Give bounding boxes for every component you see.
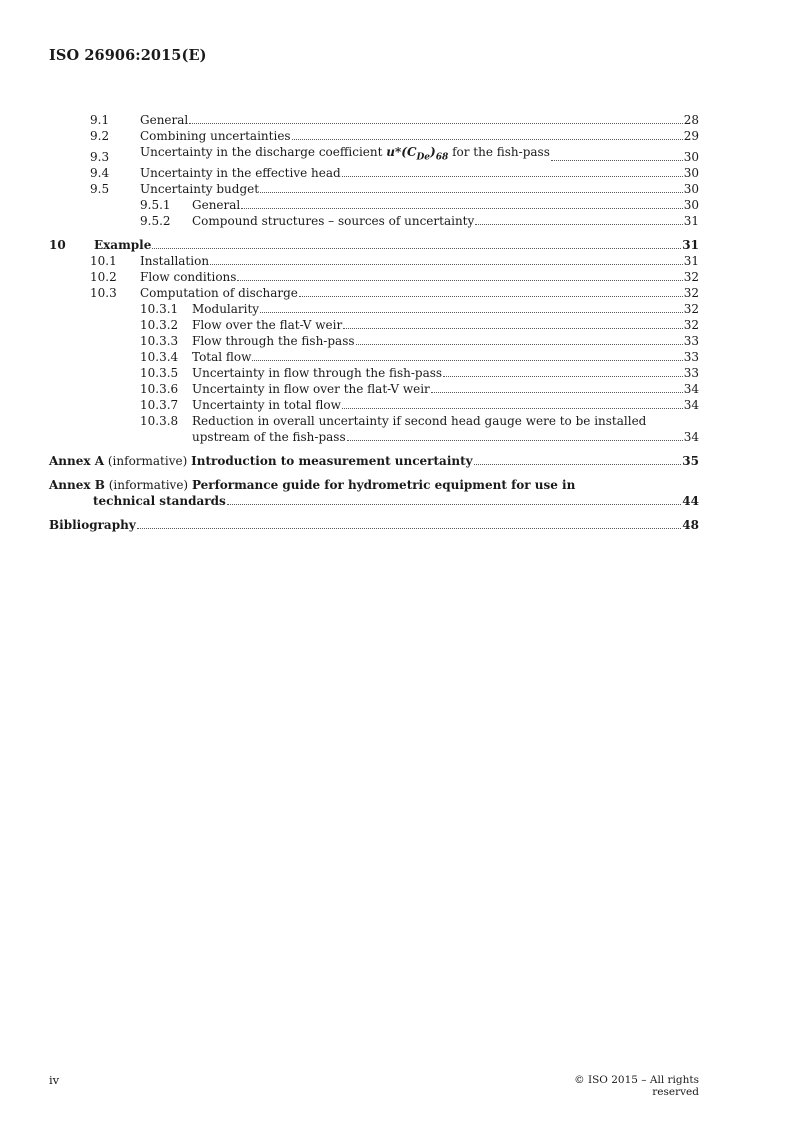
dot-leader bbox=[342, 176, 683, 177]
toc-number: 9.5.2 bbox=[140, 214, 171, 229]
toc-page: 35 bbox=[682, 454, 699, 469]
dot-leader bbox=[299, 296, 683, 297]
toc-entry-9-1[interactable] bbox=[49, 112, 699, 128]
toc-number: 10.3.6 bbox=[140, 382, 179, 397]
toc-number: 10 bbox=[49, 238, 66, 253]
annex-kind: (informative) bbox=[107, 454, 188, 469]
toc-entry-9-5-1[interactable] bbox=[49, 197, 699, 213]
toc-number: 10.2 bbox=[90, 270, 117, 285]
toc-title-line1: Reduction in overall uncertainty if second head gauge were to be installed bbox=[192, 414, 647, 429]
toc-page: 30 bbox=[683, 150, 699, 165]
dot-leader bbox=[474, 464, 682, 465]
toc-page: 44 bbox=[682, 494, 699, 509]
dot-leader bbox=[475, 224, 682, 225]
toc-entry-10-3-5[interactable] bbox=[49, 365, 699, 381]
toc-entry-10-3-2[interactable] bbox=[49, 317, 699, 333]
toc-title: Total flow bbox=[192, 350, 252, 365]
toc-page: 34 bbox=[683, 430, 699, 445]
toc-title: Installation bbox=[140, 254, 210, 269]
toc-title bbox=[49, 453, 473, 469]
toc-number: 10.3.2 bbox=[140, 318, 179, 333]
dot-leader bbox=[356, 344, 683, 345]
toc-page: 33 bbox=[683, 334, 699, 349]
annex-title-line2: technical standards bbox=[93, 494, 226, 509]
toc-title: Flow through the fish-pass bbox=[192, 334, 355, 349]
dot-leader bbox=[260, 312, 683, 313]
dot-leader bbox=[152, 248, 681, 249]
toc-title: Uncertainty in total flow bbox=[192, 398, 341, 413]
dot-leader bbox=[252, 360, 682, 361]
toc-number: 10.3.4 bbox=[140, 350, 179, 365]
toc-page: 32 bbox=[683, 302, 699, 317]
dot-leader bbox=[551, 160, 683, 161]
dot-leader bbox=[210, 264, 683, 265]
toc-entry-10-3-3[interactable] bbox=[49, 333, 699, 349]
toc-number: 9.5 bbox=[90, 182, 110, 197]
toc-title-pre: Uncertainty in the discharge coefficient bbox=[140, 145, 387, 159]
toc-title: Combining uncertainties bbox=[140, 129, 291, 143]
toc-number: 9.5.1 bbox=[140, 198, 171, 213]
toc-number: 10.3.7 bbox=[140, 398, 179, 413]
annex-label: Annex A bbox=[49, 454, 105, 469]
annex-kind: (informative) bbox=[108, 478, 189, 493]
dot-leader bbox=[343, 328, 683, 329]
toc-entry-line2 bbox=[49, 493, 699, 509]
toc-page: 29 bbox=[683, 129, 699, 143]
toc-title: Uncertainty in flow through the fish-pass bbox=[192, 366, 443, 381]
uncertainty-symbol: $u*(C_{De})_{68}$ bbox=[386, 145, 449, 163]
toc-entry-10[interactable] bbox=[49, 237, 699, 253]
dot-leader bbox=[227, 504, 682, 505]
toc-title bbox=[49, 477, 575, 493]
toc-number: 10.1 bbox=[90, 254, 117, 269]
toc-page: 30 bbox=[683, 166, 699, 181]
dot-leader bbox=[260, 192, 683, 193]
toc-page: 32 bbox=[683, 318, 699, 333]
toc-entry-10-1[interactable] bbox=[49, 253, 699, 269]
dot-leader bbox=[241, 208, 682, 209]
toc-page: 32 bbox=[683, 270, 699, 285]
toc-title: Uncertainty budget bbox=[140, 182, 260, 197]
toc-page: 30 bbox=[683, 198, 699, 213]
toc-number: 10.3.5 bbox=[140, 366, 179, 381]
toc-entry-9-2[interactable] bbox=[49, 128, 699, 144]
dot-leader bbox=[342, 408, 683, 409]
toc-number: 9.1 bbox=[90, 113, 110, 127]
toc-title: Example bbox=[94, 238, 152, 253]
toc-page: 33 bbox=[683, 366, 699, 381]
toc-title: Bibliography bbox=[49, 518, 136, 533]
toc-page: 48 bbox=[682, 518, 699, 533]
toc-title: General bbox=[140, 113, 189, 127]
toc-title: Flow conditions bbox=[140, 270, 237, 285]
document-id: ISO 26906:2015(E) bbox=[49, 47, 207, 64]
toc-entry-10-3-4[interactable] bbox=[49, 349, 699, 365]
toc-entry-10-3[interactable] bbox=[49, 285, 699, 301]
toc-page: 31 bbox=[683, 214, 699, 229]
toc-number: 10.3.8 bbox=[140, 414, 179, 429]
page-number: iv bbox=[49, 1073, 60, 1087]
toc-number: 9.3 bbox=[90, 150, 110, 165]
toc-entry-10-3-7[interactable] bbox=[49, 397, 699, 413]
toc-entry-line1 bbox=[49, 413, 699, 429]
dot-leader bbox=[137, 528, 682, 529]
toc-page: 34 bbox=[683, 382, 699, 397]
toc-title bbox=[140, 144, 550, 165]
toc-title: Uncertainty in flow over the flat-V weir bbox=[192, 382, 430, 397]
toc-entry-9-5[interactable] bbox=[49, 181, 699, 197]
toc-page: 28 bbox=[683, 113, 699, 127]
toc-entry-annex-b[interactable] bbox=[49, 477, 699, 509]
toc-entry-bibliography[interactable] bbox=[49, 517, 699, 533]
toc-title: Uncertainty in the effective head bbox=[140, 166, 341, 181]
table-of-contents bbox=[49, 112, 699, 533]
toc-title-line2: upstream of the fish-pass bbox=[192, 430, 346, 445]
dot-leader bbox=[292, 139, 683, 140]
toc-title: Modularity bbox=[192, 302, 260, 317]
toc-entry-9-4[interactable] bbox=[49, 165, 699, 181]
annex-title: Introduction to measurement uncertainty bbox=[191, 454, 473, 469]
toc-entry-annex-a[interactable] bbox=[49, 453, 699, 469]
toc-title-post: for the fish-pass bbox=[448, 145, 550, 159]
toc-number: 9.4 bbox=[90, 166, 110, 181]
toc-entry-9-5-2[interactable] bbox=[49, 213, 699, 229]
toc-title: Computation of discharge bbox=[140, 286, 298, 301]
toc-page: 30 bbox=[683, 182, 699, 197]
toc-title: Compound structures – sources of uncertainty bbox=[192, 214, 475, 229]
toc-number: 9.2 bbox=[90, 129, 110, 143]
toc-title: Flow over the flat-V weir bbox=[192, 318, 343, 333]
dot-leader bbox=[443, 376, 683, 377]
toc-page: 33 bbox=[683, 350, 699, 365]
dot-leader bbox=[237, 280, 682, 281]
toc-entry-10-2[interactable] bbox=[49, 269, 699, 285]
toc-entry-10-3-8[interactable] bbox=[49, 413, 699, 445]
toc-page: 31 bbox=[683, 254, 699, 269]
toc-number: 10.3.3 bbox=[140, 334, 179, 349]
toc-page: 34 bbox=[683, 398, 699, 413]
toc-page: 31 bbox=[682, 238, 699, 253]
dot-leader bbox=[431, 392, 683, 393]
toc-entry-line2 bbox=[49, 429, 699, 445]
toc-page: 32 bbox=[683, 286, 699, 301]
toc-number: 10.3 bbox=[90, 286, 117, 301]
annex-title-line1: Performance guide for hydrometric equipment for use in bbox=[191, 478, 576, 493]
toc-entry-line1 bbox=[49, 477, 699, 493]
toc-entry-9-3[interactable] bbox=[49, 144, 699, 165]
annex-label: Annex B bbox=[49, 478, 105, 493]
copyright-notice: © ISO 2015 – All rights reserved bbox=[574, 1074, 699, 1098]
toc-number: 10.3.1 bbox=[140, 302, 179, 317]
toc-entry-10-3-6[interactable] bbox=[49, 381, 699, 397]
dot-leader bbox=[347, 440, 683, 441]
toc-title: General bbox=[192, 198, 241, 213]
dot-leader bbox=[189, 123, 682, 124]
toc-entry-10-3-1[interactable] bbox=[49, 301, 699, 317]
